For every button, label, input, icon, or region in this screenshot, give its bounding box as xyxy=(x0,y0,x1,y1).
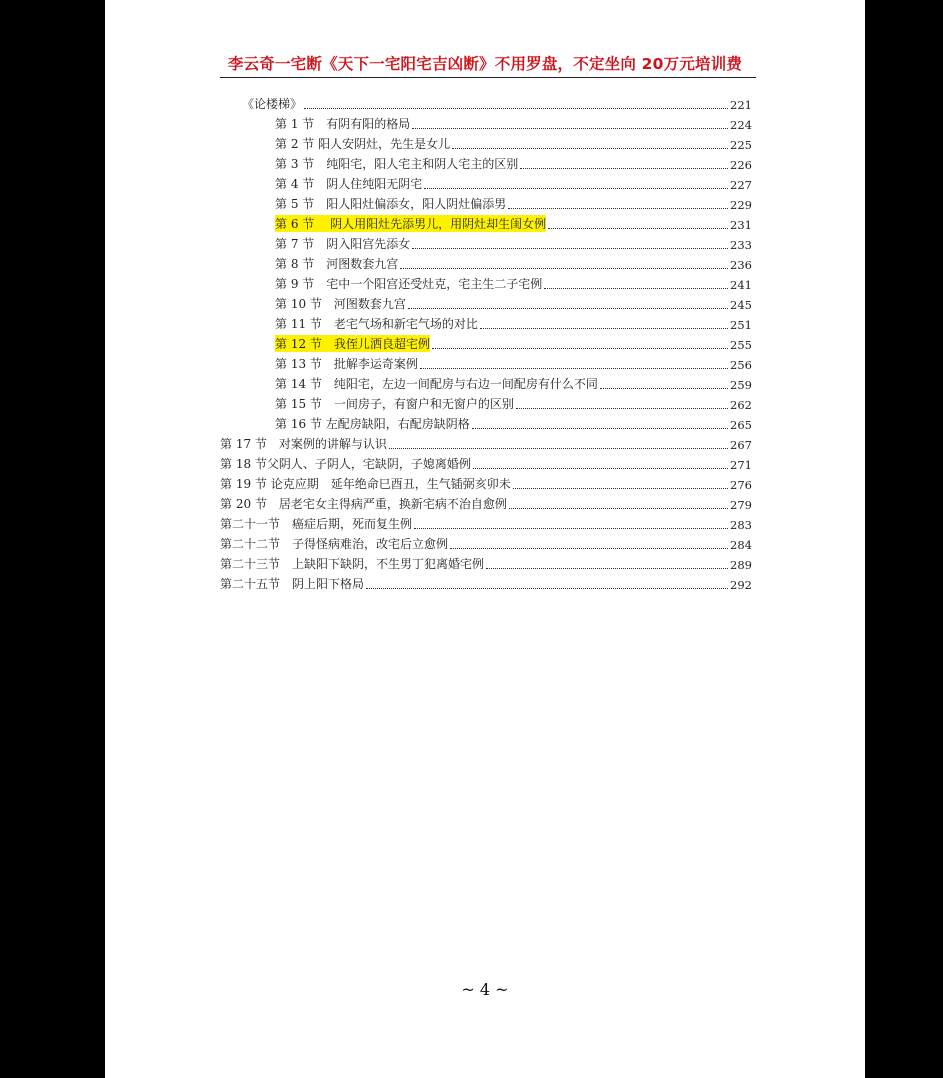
toc-entry[interactable] xyxy=(220,132,752,152)
dot-leader xyxy=(509,508,728,509)
toc-entry-label: 第 2 节 阳人安阴灶，先生是女儿 xyxy=(275,137,451,151)
dot-leader xyxy=(304,108,728,109)
toc-entry-page-number: 289 xyxy=(730,558,752,572)
toc-entry[interactable] xyxy=(220,532,752,552)
dot-leader xyxy=(480,328,728,329)
toc-entry-label: 《论楼梯》 xyxy=(242,97,303,111)
toc-entry-page-number: 292 xyxy=(730,578,752,592)
page-number: ~ 4 ~ xyxy=(461,980,509,999)
toc-entry[interactable] xyxy=(220,332,752,352)
toc-entry-page-number: 227 xyxy=(730,178,752,192)
toc-entry[interactable] xyxy=(220,312,752,332)
toc-entry[interactable] xyxy=(220,112,752,132)
toc-entry[interactable] xyxy=(220,212,752,232)
dot-leader xyxy=(520,168,728,169)
toc-entry-page-number: 241 xyxy=(730,278,752,292)
dot-leader xyxy=(408,308,728,309)
toc-entry-page-number: 224 xyxy=(730,118,752,132)
dot-leader xyxy=(516,408,728,409)
toc-entry-label: 第 11 节 老宅气场和新宅气场的对比 xyxy=(275,317,478,331)
dot-leader xyxy=(420,368,728,369)
toc-entry-label: 第二十三节 上缺阳下缺阴，不生男丁犯离婚宅例 xyxy=(220,557,485,571)
dot-leader xyxy=(450,548,728,549)
toc-entry-label: 第 5 节 阳人阳灶偏添女，阳人阴灶偏添男 xyxy=(275,197,507,211)
toc-entry-label: 第 7 节 阴入阳宫先添女 xyxy=(275,237,411,251)
toc-entry-label: 第二十一节 癌症后期，死而复生例 xyxy=(220,517,413,531)
toc-entry[interactable] xyxy=(220,572,752,592)
header-divider xyxy=(220,77,756,78)
dot-leader xyxy=(412,128,728,129)
toc-entry-page-number: 267 xyxy=(730,438,752,452)
toc-entry-label: 第二十五节 阴上阳下格局 xyxy=(220,577,365,591)
toc-entry-page-number: 231 xyxy=(730,218,752,232)
toc-entry-label: 第 20 节 居老宅女主得病严重，换新宅病不治自愈例 xyxy=(220,497,507,511)
dot-leader xyxy=(508,208,728,209)
toc-entry[interactable] xyxy=(220,512,752,532)
toc-entry-page-number: 259 xyxy=(730,378,752,392)
toc-entry[interactable] xyxy=(220,432,752,452)
toc-entry-page-number: 283 xyxy=(730,518,752,532)
toc-entry-label: 第 17 节 对案例的讲解与认识 xyxy=(220,437,387,451)
toc-entry-label: 第 1 节 有阴有阳的格局 xyxy=(275,117,411,131)
toc-entry[interactable] xyxy=(220,192,752,212)
toc-entry-label: 第 4 节 阴人住纯阳无阴宅 xyxy=(275,177,423,191)
toc-entry[interactable] xyxy=(220,292,752,312)
toc-entry-label: 第 14 节 纯阳宅，左边一间配房与右边一间配房有什么不同 xyxy=(275,377,598,391)
toc-entry[interactable] xyxy=(220,232,752,252)
document-page xyxy=(105,0,865,1078)
toc-entry-page-number: 265 xyxy=(730,418,752,432)
toc-entry-page-number: 251 xyxy=(730,318,752,332)
dot-leader xyxy=(432,348,728,349)
toc-entry-label: 第 8 节 河图数套九宫 xyxy=(275,257,399,271)
toc-entry[interactable] xyxy=(220,352,752,372)
dot-leader xyxy=(366,588,728,589)
dot-leader xyxy=(424,188,728,189)
dot-leader xyxy=(414,528,728,529)
dot-leader xyxy=(513,488,728,489)
toc-entry-page-number: 245 xyxy=(730,298,752,312)
dot-leader xyxy=(473,468,728,469)
toc-entry[interactable] xyxy=(220,152,752,172)
toc-entry-page-number: 229 xyxy=(730,198,752,212)
toc-entry-label: 第 16 节 左配房缺阳，右配房缺阴格 xyxy=(275,417,470,431)
toc-entry[interactable] xyxy=(220,412,752,432)
toc-entry-page-number: 284 xyxy=(730,538,752,552)
dot-leader xyxy=(400,268,728,269)
table-of-contents xyxy=(220,92,752,592)
toc-entry-label: 第 9 节 宅中一个阳宫还受灶克，宅主生二子宅例 xyxy=(275,277,543,291)
toc-entry[interactable] xyxy=(220,472,752,492)
toc-entry-label: 第 3 节 纯阳宅，阳人宅主和阴人宅主的区别 xyxy=(275,157,519,171)
toc-entry-page-number: 276 xyxy=(730,478,752,492)
dot-leader xyxy=(548,228,728,229)
toc-entry-page-number: 255 xyxy=(730,338,752,352)
toc-entry-label: 第 15 节 一间房子，有窗户和无窗户的区别 xyxy=(275,397,514,411)
toc-entry[interactable] xyxy=(220,92,752,112)
toc-entry[interactable] xyxy=(220,272,752,292)
toc-entry-label: 第 19 节 论克应期 延年绝命巳酉丑，生气锸弼亥卯未 xyxy=(220,477,511,491)
toc-entry-page-number: 226 xyxy=(730,158,752,172)
toc-entry-page-number: 233 xyxy=(730,238,752,252)
toc-entry[interactable] xyxy=(220,492,752,512)
toc-entry-label: 第 18 节父阴人、子阴人，宅缺阴，子媳离婚例 xyxy=(220,457,471,471)
toc-entry-page-number: 279 xyxy=(730,498,752,512)
toc-entry[interactable] xyxy=(220,452,752,472)
dot-leader xyxy=(544,288,728,289)
toc-entry[interactable] xyxy=(220,252,752,272)
toc-entry[interactable] xyxy=(220,552,752,572)
toc-entry-label: 第 12 节 我侄儿洒良超宅例 xyxy=(275,337,430,351)
toc-entry-label: 第二十二节 子得怪病难治，改宅后立愈例 xyxy=(220,537,449,551)
dot-leader xyxy=(412,248,728,249)
dot-leader xyxy=(600,388,728,389)
dot-leader xyxy=(486,568,728,569)
toc-entry-label: 第 13 节 批解李运奇案例 xyxy=(275,357,418,371)
toc-entry-label: 第 10 节 河图数套九宫 xyxy=(275,297,406,311)
toc-entry-label: 第 6 节 阴人用阳灶先添男儿，用阴灶却生闺女例 xyxy=(275,217,547,231)
dot-leader xyxy=(452,148,728,149)
toc-entry-page-number: 256 xyxy=(730,358,752,372)
toc-entry-page-number: 225 xyxy=(730,138,752,152)
toc-entry-page-number: 236 xyxy=(730,258,752,272)
dot-leader xyxy=(472,428,728,429)
toc-entry[interactable] xyxy=(220,392,752,412)
toc-entry-page-number: 271 xyxy=(730,458,752,472)
toc-entry[interactable] xyxy=(220,372,752,392)
dot-leader xyxy=(389,448,728,449)
toc-entry-page-number: 221 xyxy=(730,98,752,112)
toc-entry-page-number: 262 xyxy=(730,398,752,412)
toc-entry[interactable] xyxy=(220,172,752,192)
page-header-title: 李云奇一宅断《天下一宅阳宅吉凶断》不用罗盘，不定坐向 20万元培训费 xyxy=(227,55,743,73)
